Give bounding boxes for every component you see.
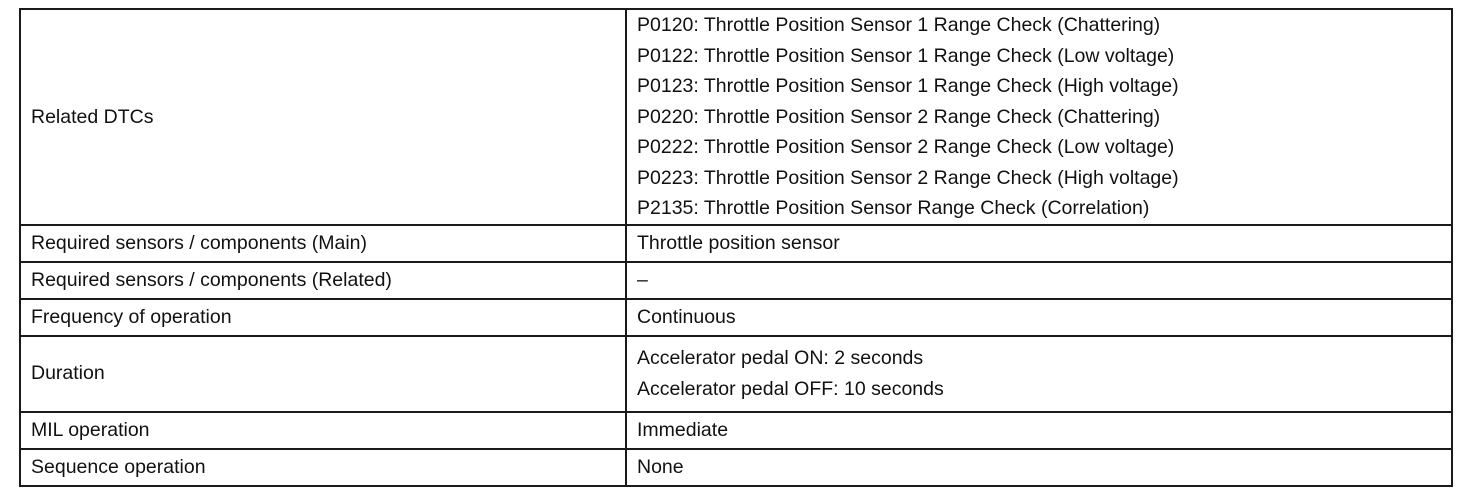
table-row-sequence-operation (20, 449, 1452, 486)
dtc-p0123: P0123: Throttle Position Sensor 1 Range Check (High voltage) (637, 75, 1179, 97)
table-row-related-dtcs (20, 9, 1452, 225)
table-row-frequency (20, 299, 1452, 336)
table-row-required-related (20, 262, 1452, 299)
dtc-p2135: P2135: Throttle Position Sensor Range Check (Correlation) (637, 197, 1150, 219)
row-label: Required sensors / components (Main) (20, 225, 626, 262)
row-value (626, 262, 1452, 299)
dtc-p0222: P0222: Throttle Position Sensor 2 Range Check (Low voltage) (637, 136, 1175, 158)
row-value (626, 336, 1452, 412)
dtc-p0120: P0120: Throttle Position Sensor 1 Range Check (Chattering) (637, 14, 1161, 36)
row-label: Sequence operation (20, 449, 626, 486)
dtc-p0223: P0223: Throttle Position Sensor 2 Range Check (High voltage) (637, 166, 1179, 189)
table-row-required-main (20, 225, 1452, 262)
row-value (626, 225, 1452, 262)
value-line: Accelerator pedal OFF: 10 seconds (637, 377, 944, 400)
row-value (626, 299, 1452, 336)
monitor-description-table (19, 8, 1453, 487)
row-value (626, 449, 1452, 486)
row-label: Related DTCs (20, 9, 626, 225)
table-row-mil-operation (20, 412, 1452, 449)
row-label: Frequency of operation (20, 299, 626, 336)
value-line: Continuous (637, 305, 736, 328)
dtc-p0122: P0122: Throttle Position Sensor 1 Range Check (Low voltage) (637, 44, 1175, 67)
value-line: None (637, 455, 684, 478)
value-line: Throttle position sensor (637, 231, 840, 254)
row-label: Required sensors / components (Related) (20, 262, 626, 299)
row-value (626, 412, 1452, 449)
value-line: Accelerator pedal ON: 2 seconds (637, 347, 924, 369)
row-label: Duration (20, 336, 626, 412)
value-line: Immediate (637, 418, 729, 441)
value-line: – (637, 268, 648, 291)
dtc-p0220: P0220: Throttle Position Sensor 2 Range Check (Chattering) (637, 105, 1161, 128)
table-row-duration (20, 336, 1452, 412)
row-label: MIL operation (20, 412, 626, 449)
row-value (626, 9, 1452, 225)
